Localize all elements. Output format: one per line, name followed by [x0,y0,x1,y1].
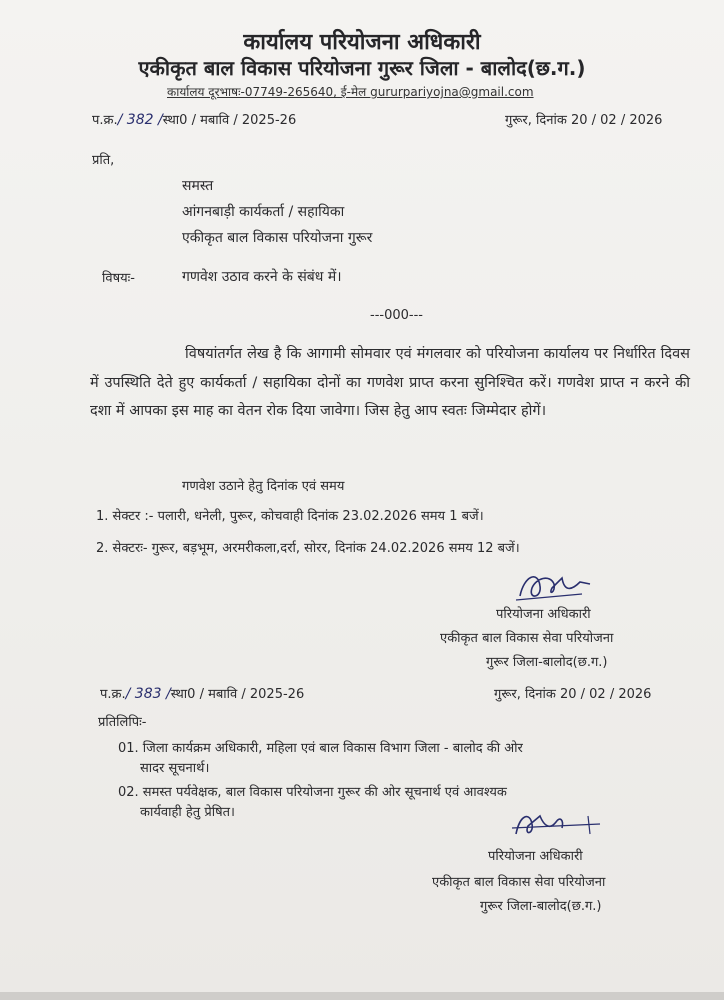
schedule-heading: गणवेश उठाने हेतु दिनांक एवं समय [182,479,345,494]
office-heading: कार्यालय परियोजना अधिकारी [243,30,481,55]
signatory-place: गुरूर जिला-बालोद(छ.ग.) [486,655,608,670]
copy-item-line: 02. समस्त पर्यवेक्षक, बाल विकास परियोजना गुरूर की ओर सूचनार्थ एवं आवश्यक [118,785,507,800]
body-paragraph: विषयांतर्गत लेख है कि आगामी सोमवार एवं मंगलवार को परियोजना कार्यालय पर निर्धारित दिवस में उपस्थिति देते हुए कार्यकर्ता / सहायिका दोनों का गणवेश प्राप्त करना सुनिश्चित करें। गणवेश प्राप्त न करने की दशा में आपका इस माह का वेतन रोक दिया जावेगा। जिस हेतु आप स्वतः जिम्मेदार होगें। [90,346,690,419]
copy-item-line: कार्यवाही हेतु प्रेषित। [140,805,235,820]
signatory-title: परियोजना अधिकारी [496,607,591,622]
signatory-office: एकीकृत बाल विकास सेवा परियोजना [440,631,614,646]
ref-rest: स्था0 / मबावि / 2025-26 [170,687,305,702]
place-date-1: गुरूर, दिनांक 20 / 02 / 2026 [505,113,663,128]
schedule-item: 1. सेक्टर :- पलारी, धनेली, पुरूर, कोचवाही दिनांक 23.02.2026 समय 1 बजें। [96,509,484,524]
ref-prefix: प.क्र. [100,687,126,702]
project-heading: एकीकृत बाल विकास परियोजना गुरूर जिला - बालोद(छ.ग.) [138,56,586,80]
separator: ---000--- [370,308,423,323]
signature-2 [504,806,604,842]
signatory-place: गुरूर जिला-बालोद(छ.ग.) [480,899,602,914]
ref-line-2 [100,684,304,702]
ref-line-1 [92,110,296,128]
ref-rest: स्था0 / मबावि / 2025-26 [162,113,297,128]
copy-item-line: 01. जिला कार्यक्रम अधिकारी, महिला एवं बाल विकास विभाग जिला - बालोद की ओर [118,741,523,756]
signatory-title: परियोजना अधिकारी [488,849,583,864]
place-date-2: गुरूर, दिनांक 20 / 02 / 2026 [494,687,652,702]
handwritten-ref-number: / 382 / [117,112,163,128]
ref-prefix: प.क्र. [92,113,118,128]
recipient-line: एकीकृत बाल विकास परियोजना गुरूर [182,230,373,246]
subject-text: गणवेश उठाव करने के संबंध में। [182,269,342,285]
to-label: प्रति, [92,153,115,168]
signature-1 [510,566,600,606]
schedule-item: 2. सेक्टरः- गुरूर, बड़भूम, अरमरीकला,दर्रा, सोरर, दिनांक 24.02.2026 समय 12 बजें। [96,541,520,556]
contact-line: कार्यालय दूरभाषः-07749-265640, ई-मेल gururpariyojna@gmail.com [167,85,534,99]
recipient-line: समस्त [182,178,214,194]
handwritten-ref-number: / 383 / [125,686,171,702]
copy-label: प्रतिलिपिः- [98,715,147,730]
signatory-office: एकीकृत बाल विकास सेवा परियोजना [432,875,606,890]
copy-item-line: सादर सूचनार्थ। [140,761,210,776]
page-bottom-edge [0,992,724,1000]
subject-label: विषयः- [102,271,135,286]
recipient-line: आंगनबाड़ी कार्यकर्ता / सहायिका [182,204,345,220]
